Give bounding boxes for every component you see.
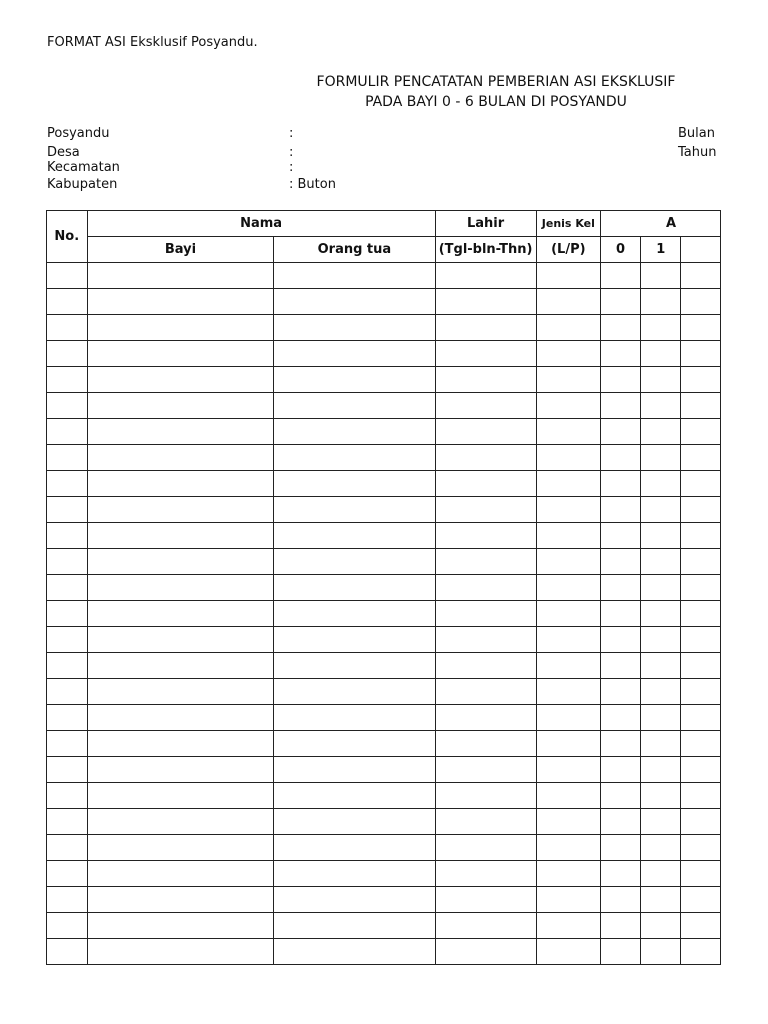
cell-no xyxy=(47,939,88,965)
cell-month-0 xyxy=(600,653,640,679)
cell-orangtua xyxy=(274,419,435,445)
cell-month-1 xyxy=(641,757,681,783)
cell-orangtua xyxy=(274,445,435,471)
format-label: FORMAT ASI Eksklusif Posyandu. xyxy=(47,35,258,50)
cell-month-2 xyxy=(681,627,721,653)
cell-month-1 xyxy=(641,809,681,835)
cell-bayi xyxy=(87,601,274,627)
cell-bayi xyxy=(87,939,274,965)
cell-no xyxy=(47,783,88,809)
cell-lahir xyxy=(435,341,536,367)
cell-lahir xyxy=(435,289,536,315)
table-row xyxy=(47,679,721,705)
table-row xyxy=(47,861,721,887)
cell-month-1 xyxy=(641,835,681,861)
cell-month-2 xyxy=(681,497,721,523)
cell-month-0 xyxy=(600,367,640,393)
cell-lahir xyxy=(435,679,536,705)
cell-no xyxy=(47,575,88,601)
posyandu-value: : xyxy=(289,126,294,141)
kabupaten-label: Kabupaten xyxy=(47,177,118,192)
table-row xyxy=(47,341,721,367)
cell-lahir xyxy=(435,731,536,757)
cell-month-0 xyxy=(600,445,640,471)
cell-orangtua xyxy=(274,393,435,419)
cell-no xyxy=(47,549,88,575)
col-no-header: No. xyxy=(47,211,88,263)
col-lahir-header: Lahir xyxy=(435,211,536,237)
cell-month-2 xyxy=(681,289,721,315)
cell-month-0 xyxy=(600,939,640,965)
cell-bayi xyxy=(87,497,274,523)
col-bayi-header: Bayi xyxy=(87,237,274,263)
table-row xyxy=(47,601,721,627)
cell-month-0 xyxy=(600,601,640,627)
cell-month-1 xyxy=(641,393,681,419)
cell-month-0 xyxy=(600,315,640,341)
table-row xyxy=(47,939,721,965)
cell-lahir xyxy=(435,523,536,549)
cell-jeniskel xyxy=(536,523,600,549)
table-row xyxy=(47,835,721,861)
cell-month-0 xyxy=(600,731,640,757)
cell-no xyxy=(47,705,88,731)
cell-month-1 xyxy=(641,913,681,939)
cell-bayi xyxy=(87,705,274,731)
cell-month-0 xyxy=(600,497,640,523)
cell-lahir xyxy=(435,757,536,783)
table-row xyxy=(47,653,721,679)
cell-jeniskel xyxy=(536,575,600,601)
cell-orangtua xyxy=(274,341,435,367)
cell-jeniskel xyxy=(536,445,600,471)
cell-jeniskel xyxy=(536,315,600,341)
cell-bayi xyxy=(87,419,274,445)
cell-month-0 xyxy=(600,523,640,549)
kabupaten-value: : Buton xyxy=(289,177,336,192)
cell-bayi xyxy=(87,471,274,497)
cell-bayi xyxy=(87,783,274,809)
cell-month-2 xyxy=(681,679,721,705)
cell-no xyxy=(47,627,88,653)
cell-month-1 xyxy=(641,367,681,393)
cell-jeniskel xyxy=(536,861,600,887)
cell-orangtua xyxy=(274,887,435,913)
cell-no xyxy=(47,341,88,367)
cell-lahir xyxy=(435,601,536,627)
cell-lahir xyxy=(435,445,536,471)
cell-month-0 xyxy=(600,549,640,575)
cell-month-1 xyxy=(641,653,681,679)
cell-jeniskel xyxy=(536,731,600,757)
cell-jeniskel xyxy=(536,601,600,627)
cell-jeniskel xyxy=(536,809,600,835)
table-row xyxy=(47,471,721,497)
cell-jeniskel xyxy=(536,393,600,419)
cell-month-1 xyxy=(641,627,681,653)
record-table xyxy=(46,210,721,965)
cell-bayi xyxy=(87,549,274,575)
cell-month-0 xyxy=(600,393,640,419)
cell-month-2 xyxy=(681,367,721,393)
cell-lahir xyxy=(435,575,536,601)
table-row xyxy=(47,731,721,757)
kecamatan-value: : xyxy=(289,160,294,175)
cell-orangtua xyxy=(274,497,435,523)
table-row xyxy=(47,757,721,783)
cell-bayi xyxy=(87,835,274,861)
cell-no xyxy=(47,731,88,757)
cell-jeniskel xyxy=(536,263,600,289)
col-month-0: 0 xyxy=(600,237,640,263)
cell-lahir xyxy=(435,627,536,653)
cell-bayi xyxy=(87,653,274,679)
cell-orangtua xyxy=(274,809,435,835)
cell-bayi xyxy=(87,861,274,887)
cell-no xyxy=(47,679,88,705)
cell-bayi xyxy=(87,367,274,393)
cell-orangtua xyxy=(274,731,435,757)
cell-bayi xyxy=(87,575,274,601)
cell-orangtua xyxy=(274,523,435,549)
cell-month-2 xyxy=(681,575,721,601)
cell-jeniskel xyxy=(536,497,600,523)
cell-no xyxy=(47,757,88,783)
cell-month-2 xyxy=(681,315,721,341)
cell-bayi xyxy=(87,913,274,939)
cell-bayi xyxy=(87,679,274,705)
cell-month-1 xyxy=(641,783,681,809)
cell-no xyxy=(47,263,88,289)
cell-jeniskel xyxy=(536,289,600,315)
table-row xyxy=(47,705,721,731)
cell-month-1 xyxy=(641,679,681,705)
cell-bayi xyxy=(87,341,274,367)
cell-no xyxy=(47,523,88,549)
cell-orangtua xyxy=(274,913,435,939)
cell-lahir xyxy=(435,809,536,835)
cell-month-0 xyxy=(600,861,640,887)
cell-bayi xyxy=(87,627,274,653)
col-jeniskel-sub: (L/P) xyxy=(536,237,600,263)
cell-orangtua xyxy=(274,861,435,887)
cell-month-2 xyxy=(681,523,721,549)
cell-orangtua xyxy=(274,757,435,783)
cell-month-1 xyxy=(641,887,681,913)
table-row xyxy=(47,315,721,341)
cell-bayi xyxy=(87,523,274,549)
cell-month-2 xyxy=(681,783,721,809)
cell-jeniskel xyxy=(536,341,600,367)
cell-lahir xyxy=(435,471,536,497)
cell-month-1 xyxy=(641,705,681,731)
cell-month-2 xyxy=(681,549,721,575)
cell-jeniskel xyxy=(536,939,600,965)
tahun-label: Tahun xyxy=(678,145,717,160)
cell-lahir xyxy=(435,497,536,523)
table-row xyxy=(47,913,721,939)
cell-month-0 xyxy=(600,263,640,289)
cell-orangtua xyxy=(274,835,435,861)
cell-bayi xyxy=(87,887,274,913)
cell-lahir xyxy=(435,549,536,575)
cell-month-0 xyxy=(600,627,640,653)
cell-no xyxy=(47,289,88,315)
cell-no xyxy=(47,367,88,393)
cell-lahir xyxy=(435,419,536,445)
cell-jeniskel xyxy=(536,783,600,809)
cell-lahir xyxy=(435,263,536,289)
cell-orangtua xyxy=(274,653,435,679)
desa-value: : xyxy=(289,145,294,160)
cell-lahir xyxy=(435,913,536,939)
cell-lahir xyxy=(435,835,536,861)
cell-bayi xyxy=(87,393,274,419)
cell-month-0 xyxy=(600,289,640,315)
cell-no xyxy=(47,809,88,835)
cell-no xyxy=(47,653,88,679)
cell-month-0 xyxy=(600,341,640,367)
cell-lahir xyxy=(435,653,536,679)
cell-jeniskel xyxy=(536,757,600,783)
cell-month-0 xyxy=(600,835,640,861)
cell-month-2 xyxy=(681,887,721,913)
cell-month-1 xyxy=(641,523,681,549)
cell-jeniskel xyxy=(536,471,600,497)
cell-month-1 xyxy=(641,341,681,367)
cell-month-0 xyxy=(600,783,640,809)
table-row xyxy=(47,445,721,471)
table-row xyxy=(47,419,721,445)
cell-month-2 xyxy=(681,861,721,887)
cell-jeniskel xyxy=(536,913,600,939)
cell-orangtua xyxy=(274,549,435,575)
col-lahir-sub: (Tgl-bln-Thn) xyxy=(435,237,536,263)
cell-month-2 xyxy=(681,393,721,419)
col-jeniskel-header: Jenis Kel xyxy=(536,211,600,237)
cell-month-0 xyxy=(600,757,640,783)
cell-month-2 xyxy=(681,705,721,731)
cell-month-1 xyxy=(641,731,681,757)
cell-month-1 xyxy=(641,575,681,601)
cell-month-2 xyxy=(681,601,721,627)
cell-no xyxy=(47,497,88,523)
cell-month-2 xyxy=(681,419,721,445)
cell-month-0 xyxy=(600,419,640,445)
cell-jeniskel xyxy=(536,627,600,653)
cell-lahir xyxy=(435,939,536,965)
cell-jeniskel xyxy=(536,887,600,913)
cell-orangtua xyxy=(274,679,435,705)
cell-lahir xyxy=(435,887,536,913)
cell-month-1 xyxy=(641,939,681,965)
cell-lahir xyxy=(435,861,536,887)
form-title-line1: FORMULIR PENCATATAN PEMBERIAN ASI EKSKLUSIF xyxy=(316,74,676,90)
cell-month-1 xyxy=(641,419,681,445)
cell-month-0 xyxy=(600,809,640,835)
cell-orangtua xyxy=(274,601,435,627)
cell-jeniskel xyxy=(536,653,600,679)
table-row xyxy=(47,783,721,809)
cell-bayi xyxy=(87,809,274,835)
cell-bayi xyxy=(87,757,274,783)
col-asi-header: A xyxy=(600,211,720,237)
table-row xyxy=(47,497,721,523)
cell-month-2 xyxy=(681,731,721,757)
cell-jeniskel xyxy=(536,419,600,445)
cell-month-0 xyxy=(600,575,640,601)
cell-month-1 xyxy=(641,601,681,627)
cell-month-2 xyxy=(681,263,721,289)
cell-orangtua xyxy=(274,705,435,731)
cell-orangtua xyxy=(274,367,435,393)
cell-jeniskel xyxy=(536,835,600,861)
cell-bayi xyxy=(87,289,274,315)
cell-no xyxy=(47,445,88,471)
cell-month-0 xyxy=(600,679,640,705)
cell-orangtua xyxy=(274,575,435,601)
cell-no xyxy=(47,861,88,887)
cell-month-2 xyxy=(681,809,721,835)
cell-month-0 xyxy=(600,705,640,731)
cell-no xyxy=(47,393,88,419)
cell-month-1 xyxy=(641,497,681,523)
table-row xyxy=(47,367,721,393)
cell-orangtua xyxy=(274,783,435,809)
cell-month-2 xyxy=(681,913,721,939)
table-row xyxy=(47,887,721,913)
table-row xyxy=(47,393,721,419)
posyandu-label: Posyandu xyxy=(47,126,110,141)
cell-bayi xyxy=(87,315,274,341)
cell-orangtua xyxy=(274,315,435,341)
cell-orangtua xyxy=(274,939,435,965)
cell-bayi xyxy=(87,731,274,757)
table-row xyxy=(47,809,721,835)
cell-orangtua xyxy=(274,289,435,315)
cell-orangtua xyxy=(274,263,435,289)
table-row xyxy=(47,523,721,549)
cell-lahir xyxy=(435,783,536,809)
form-title-line2: PADA BAYI 0 - 6 BULAN DI POSYANDU xyxy=(365,94,627,110)
cell-jeniskel xyxy=(536,367,600,393)
cell-lahir xyxy=(435,393,536,419)
cell-no xyxy=(47,835,88,861)
cell-jeniskel xyxy=(536,705,600,731)
cell-month-2 xyxy=(681,653,721,679)
cell-lahir xyxy=(435,367,536,393)
cell-month-1 xyxy=(641,289,681,315)
table-body xyxy=(47,263,721,965)
cell-bayi xyxy=(87,263,274,289)
cell-month-0 xyxy=(600,887,640,913)
cell-month-2 xyxy=(681,757,721,783)
cell-month-1 xyxy=(641,445,681,471)
cell-no xyxy=(47,471,88,497)
cell-lahir xyxy=(435,705,536,731)
cell-no xyxy=(47,601,88,627)
cell-no xyxy=(47,887,88,913)
cell-month-2 xyxy=(681,471,721,497)
cell-month-2 xyxy=(681,939,721,965)
cell-month-0 xyxy=(600,471,640,497)
cell-no xyxy=(47,419,88,445)
cell-month-1 xyxy=(641,471,681,497)
cell-lahir xyxy=(435,315,536,341)
cell-no xyxy=(47,315,88,341)
table-row xyxy=(47,289,721,315)
cell-month-1 xyxy=(641,549,681,575)
cell-month-1 xyxy=(641,315,681,341)
cell-month-1 xyxy=(641,861,681,887)
table-row xyxy=(47,549,721,575)
col-orangtua-header: Orang tua xyxy=(274,237,435,263)
cell-jeniskel xyxy=(536,549,600,575)
cell-orangtua xyxy=(274,627,435,653)
cell-month-2 xyxy=(681,835,721,861)
cell-month-1 xyxy=(641,263,681,289)
cell-month-0 xyxy=(600,913,640,939)
col-nama-header: Nama xyxy=(87,211,435,237)
table-row xyxy=(47,627,721,653)
cell-bayi xyxy=(87,445,274,471)
cell-no xyxy=(47,913,88,939)
desa-label: Desa xyxy=(47,145,80,160)
kecamatan-label: Kecamatan xyxy=(47,160,120,175)
cell-jeniskel xyxy=(536,679,600,705)
cell-month-2 xyxy=(681,445,721,471)
bulan-label: Bulan xyxy=(678,126,715,141)
cell-orangtua xyxy=(274,471,435,497)
table-row xyxy=(47,575,721,601)
col-month-1: 1 xyxy=(641,237,681,263)
cell-month-2 xyxy=(681,341,721,367)
col-month-2 xyxy=(681,237,721,263)
table-row xyxy=(47,263,721,289)
